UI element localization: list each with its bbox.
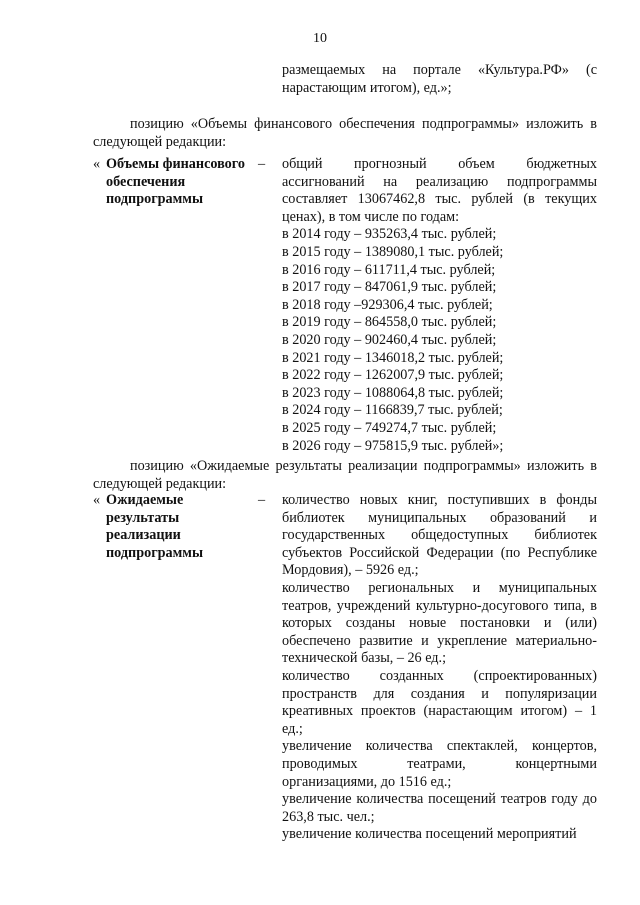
dash-1: – <box>258 156 266 172</box>
year-line: в 2021 году – 1346018,2 тыс. рублей; <box>282 349 504 366</box>
financing-content <box>282 156 597 455</box>
year-line: в 2018 году –929306,4 тыс. рублей; <box>282 296 493 313</box>
year-line: в 2020 году – 902460,4 тыс. рублей; <box>282 331 497 348</box>
paragraph-results-intro: позицию «Ожидаемые результаты реализации подпрограммы» изложить в следующей редакции: <box>93 458 597 492</box>
year-line: в 2016 году – 611711,4 тыс. рублей; <box>282 261 496 278</box>
open-quote-2: « <box>93 492 101 508</box>
top-continuation-text: размещаемых на портале «Культура.РФ» (с нарастающим итогом), ед.»; <box>282 62 597 96</box>
year-line: в 2025 году – 749274,7 тыс. рублей; <box>282 419 497 436</box>
label-expected-results: Ожидаемые результаты реализации подпрограммы <box>106 492 204 561</box>
label-financing: Объемы финансового обеспечения подпрограммы <box>106 156 245 208</box>
year-line: в 2026 году – 975815,9 тыс. рублей»; <box>282 437 504 454</box>
result-item: количество созданных (спроектированных) пространств для создания и популяризации креативных проектов (нарастающим итогом) – 1 ед.; <box>282 667 597 737</box>
result-item: увеличение количества спектаклей, концертов, проводимых театрами, концертными организациями, до 1516 ед.; <box>282 738 597 790</box>
year-line: в 2019 году – 864558,0 тыс. рублей; <box>282 314 497 331</box>
paragraph-financing-intro: позицию «Объемы финансового обеспечения подпрограммы» изложить в следующей редакции: <box>93 116 597 150</box>
year-line: в 2014 году – 935263,4 тыс. рублей; <box>282 226 497 243</box>
year-line: в 2023 году – 1088064,8 тыс. рублей; <box>282 384 504 401</box>
dash-2: – <box>258 492 266 508</box>
open-quote-1: « <box>93 156 101 172</box>
year-line: в 2015 году – 1389080,1 тыс. рублей; <box>282 243 504 260</box>
financing-intro: общий прогнозный объем бюджетных ассигнований на реализацию подпрограммы составляет 13067462,8 тыс. рублей (в текущих ценах), в том числе по годам: <box>282 156 597 225</box>
results-content <box>282 492 597 844</box>
result-item: количество региональных и муниципальных театров, учреждений культурно-досугового типа, в которых созданы новые постановки и (или) обеспечено развитие и укрепление материально-технической базы, – 26 ед.; <box>282 579 597 667</box>
year-line: в 2017 году – 847061,9 тыс. рублей; <box>282 279 497 296</box>
result-item: увеличение количества посещений театров году до 263,8 тыс. чел.; <box>282 791 597 825</box>
year-line: в 2022 году – 1262007,9 тыс. рублей; <box>282 367 504 384</box>
result-item: увеличение количества посещений мероприятий <box>282 826 577 843</box>
year-line: в 2024 году – 1166839,7 тыс. рублей; <box>282 402 503 419</box>
result-item: количество новых книг, поступивших в фонды библиотек муниципальных образований и государственных общедоступных библиотек субъектов Российской Федерации (по Республике Мордовия), – 5926 ед.; <box>282 492 597 579</box>
page-number: 10 <box>313 31 327 46</box>
